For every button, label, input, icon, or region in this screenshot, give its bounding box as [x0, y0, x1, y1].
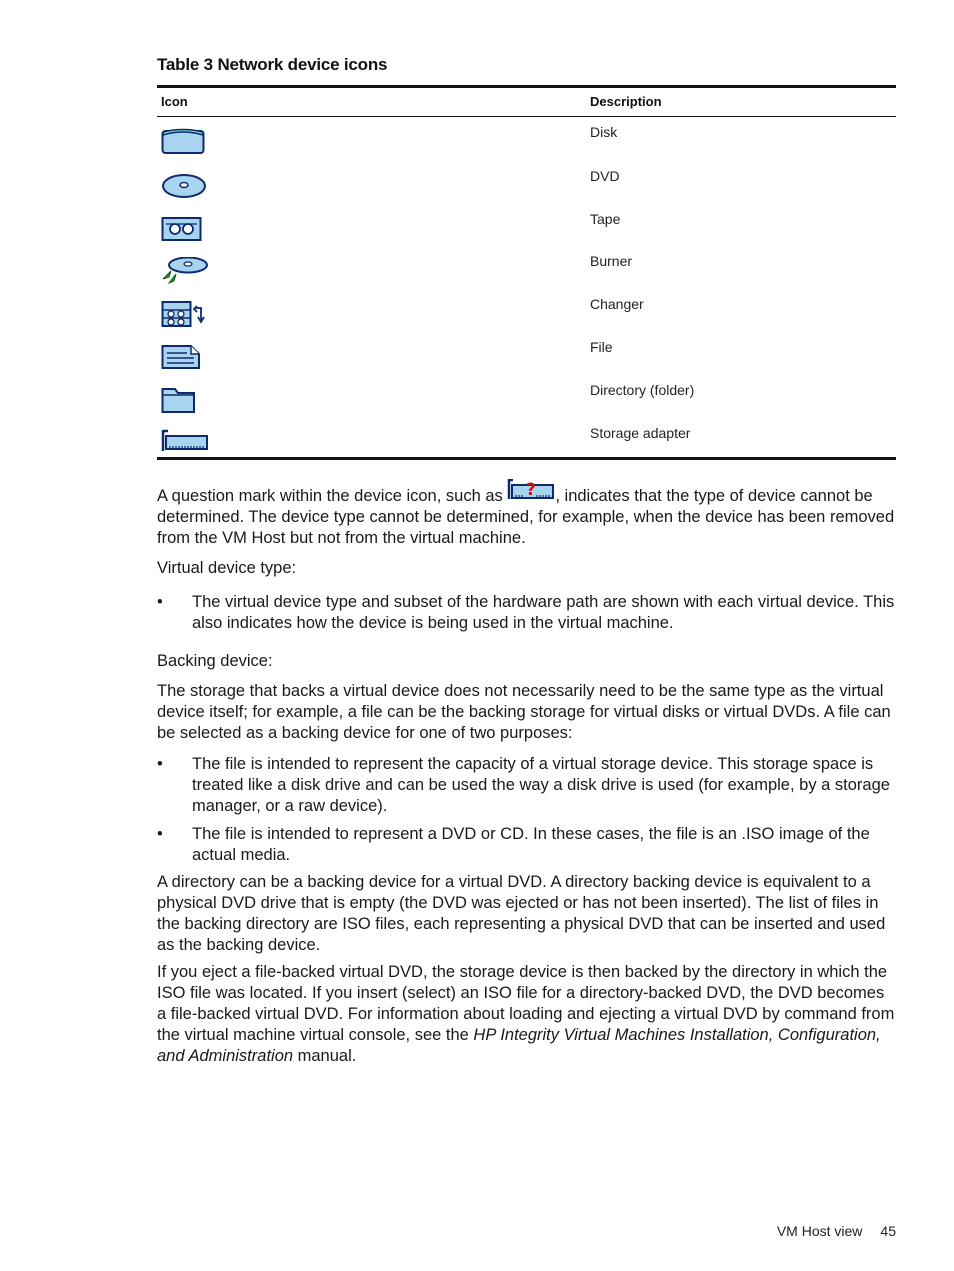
table-row — [157, 296, 896, 336]
unknown-device-icon — [507, 479, 555, 503]
table-caption: Table 3 Network device icons — [157, 55, 388, 74]
row-description: Changer — [590, 296, 644, 312]
dvd-icon — [161, 172, 209, 200]
p1-text-after: , indicates that the type of device cannot be determined. The device type cannot be determined, for example, when the device has been removed from the VM Host but not from the virtual machine. — [157, 487, 895, 547]
storage-adapter-icon — [161, 429, 211, 455]
p1-text-before: A question mark within the device icon, such as — [157, 487, 508, 505]
row-description: File — [590, 339, 613, 355]
p4-text-before: If you eject a file-backed virtual DVD, the storage device is then backed by the directory in which the ISO file was located. If you insert (select) an ISO file for a directory-backed DVD, the DVD becomes a file-backed virtual DVD. For information about loading and ejecting a virtual DVD by command from the virtual machine virtual console, see the — [157, 963, 895, 1044]
footer-section: VM Host view — [776, 1223, 863, 1239]
table-row — [157, 211, 896, 251]
bullet-text: The file is intended to represent the capacity of a virtual storage device. This storage space is treated like a disk drive and can be used the way a disk drive is used (for example, by a storage manager, or a raw device). — [192, 755, 890, 815]
table-row — [157, 168, 896, 208]
file-icon — [161, 343, 205, 371]
header-icon: Icon — [161, 94, 188, 109]
paragraph-backing-storage: The storage that backs a virtual device does not necessarily need to be the same type as the virtual device itself; for example, a file can be the backing storage for virtual disks or virtual DVDs. A file can be selected as a backing device for one of two purposes: — [157, 682, 891, 742]
disk-icon — [161, 128, 205, 156]
table-row — [157, 253, 896, 293]
bullet-symbol: • — [157, 593, 163, 611]
svg-text:?: ? — [526, 480, 537, 500]
row-description: Tape — [590, 211, 621, 227]
p4-text-after: manual. — [293, 1047, 357, 1065]
bullet-text: The file is intended to represent a DVD or CD. In these cases, the file is an .ISO image of the actual media. — [192, 825, 870, 864]
paragraph-directory-backing: A directory can be a backing device for a virtual DVD. A directory backing device is equivalent to a physical DVD drive that is empty (the DVD was ejected or has not been inserted). The list of files in the backing directory are ISO files, each representing a physical DVD that can be inserted and used as the backing device. — [157, 873, 886, 954]
manual-title: HP Integrity Virtual Machines Installation, Configuration, and Administration — [157, 1026, 881, 1065]
row-description: DVD — [590, 168, 620, 184]
folder-icon — [161, 386, 201, 416]
table-row — [157, 124, 896, 164]
row-description: Burner — [590, 253, 633, 269]
table-top-rule — [157, 85, 896, 88]
bullet-symbol: • — [157, 825, 163, 843]
backing-device-label: Backing device: — [157, 652, 273, 670]
row-description: Storage adapter — [590, 425, 691, 441]
bullet-text: The virtual device type and subset of the hardware path are shown with each virtual device. This also indicates how the device is being used in the virtual machine. — [192, 593, 895, 632]
tape-icon — [161, 215, 205, 243]
bullet-symbol: • — [157, 755, 163, 773]
paragraph-unknown-device — [157, 479, 896, 549]
table-header-rule — [157, 116, 896, 117]
table-bottom-rule — [157, 457, 896, 460]
table-row — [157, 339, 896, 379]
paragraph-eject-dvd — [157, 962, 896, 1067]
page-number: 45 — [880, 1223, 896, 1239]
header-description: Description — [590, 94, 662, 109]
virtual-device-type-label: Virtual device type: — [157, 559, 297, 577]
page-footer — [157, 1223, 896, 1239]
row-description: Directory (folder) — [590, 382, 695, 398]
burner-icon — [161, 257, 211, 287]
table-row — [157, 382, 896, 422]
row-description: Disk — [590, 124, 618, 140]
changer-icon — [161, 300, 207, 330]
